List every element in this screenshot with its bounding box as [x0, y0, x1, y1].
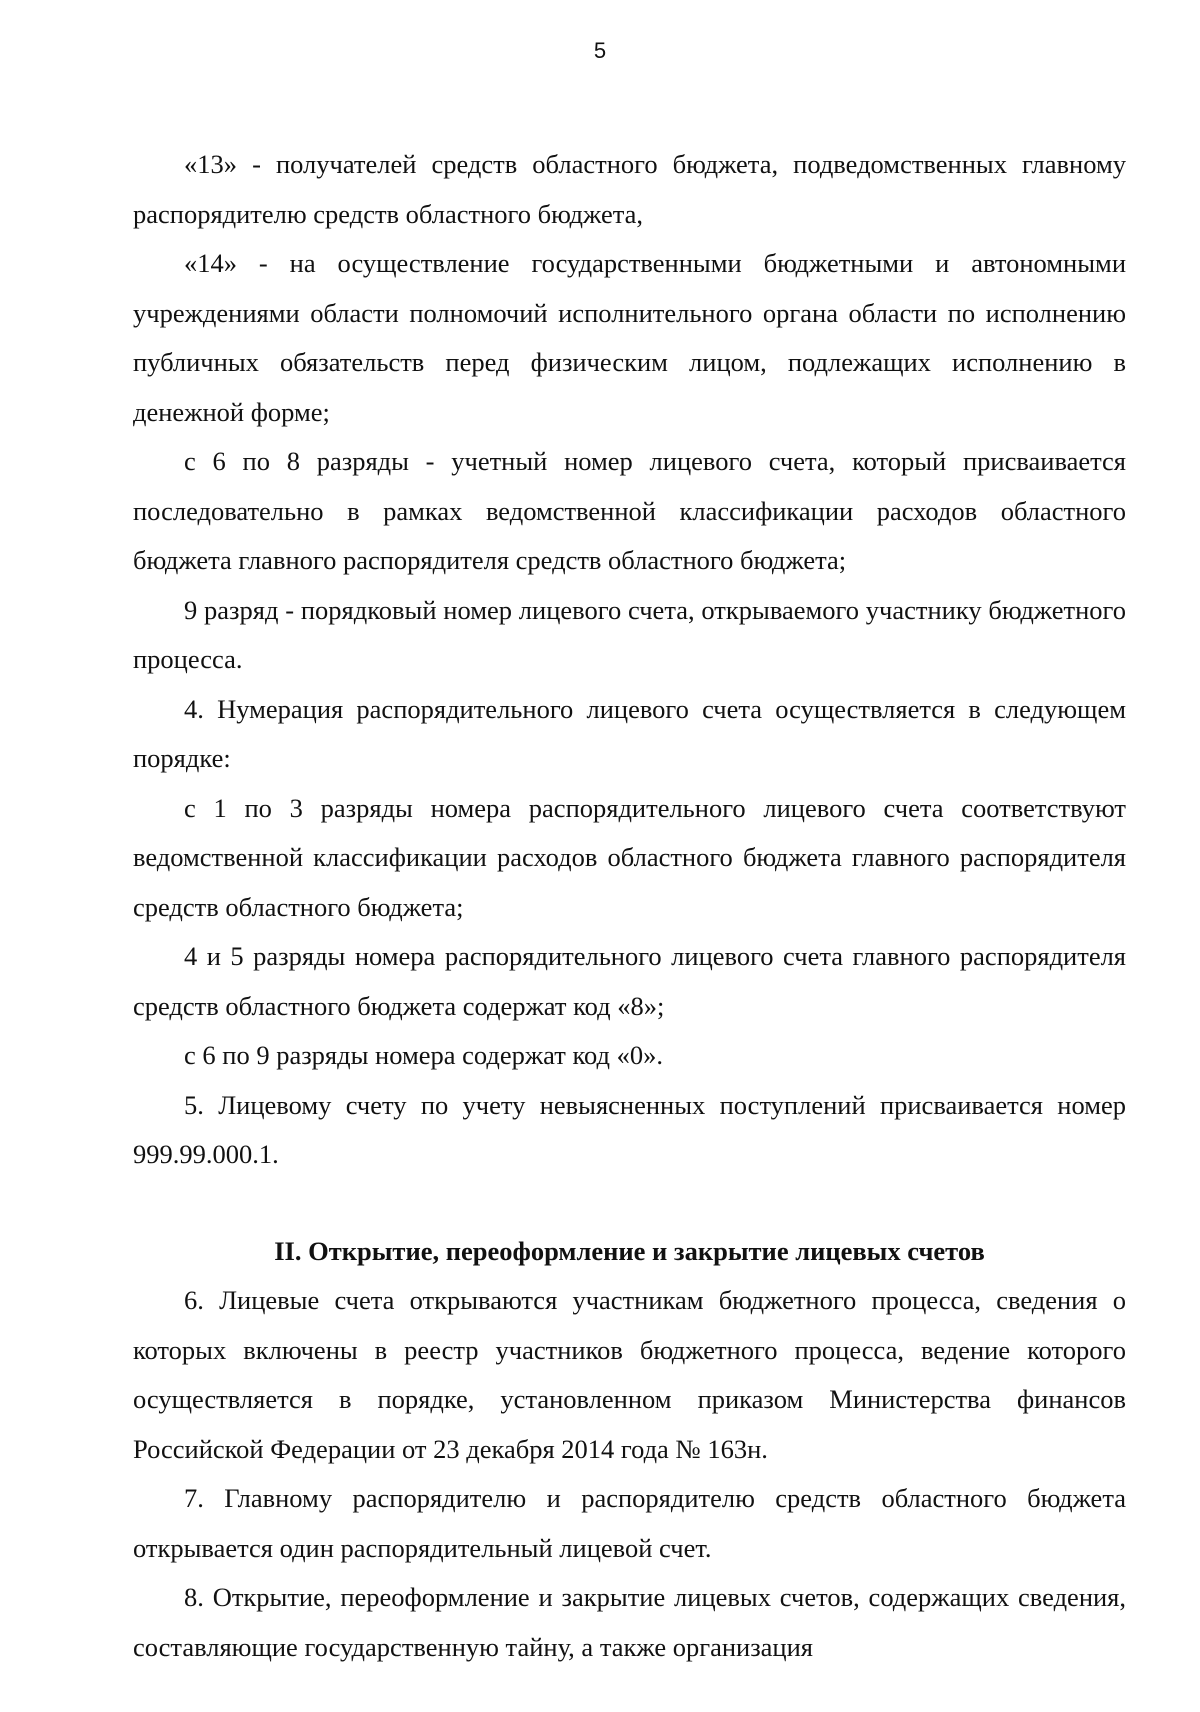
paragraph-digits-6-8: с 6 по 8 разряды - учетный номер лицевого счета, который присваивается последовательно в рамках ведомственной классификации расходов областного бюджета главного распорядителя средств областного бюджета; — [133, 446, 1126, 575]
paragraph-item-4: 4. Нумерация распорядительного лицевого счета осуществляется в следующем порядке: — [133, 693, 1126, 773]
paragraph-code-13: «13» - получателей средств областного бюджета, подведомственных главному распорядителю средств областного бюджета, — [133, 149, 1126, 229]
document-body — [133, 140, 1126, 1672]
paragraph-item-7: 7. Главному распорядителю и распорядителю средств областного бюджета открывается один распорядительный лицевой счет. — [133, 1483, 1126, 1563]
section-heading: II. Открытие, переоформление и закрытие лицевых счетов — [274, 1235, 985, 1266]
paragraph-item-8: 8. Открытие, переоформление и закрытие лицевых счетов, содержащих сведения, составляющие государственную тайну, а также организация — [133, 1582, 1126, 1662]
paragraph-digit-9: 9 разряд - порядковый номер лицевого счета, открываемого участнику бюджетного процесса. — [133, 594, 1126, 674]
page-number: 5 — [593, 38, 607, 63]
paragraph-digits-6-9: с 6 по 9 разряды номера содержат код «0». — [184, 1040, 663, 1070]
paragraph-item-6: 6. Лицевые счета открываются участникам бюджетного процесса, сведения о которых включены в реестр участников бюджетного процесса, ведение которого осуществляется в порядке, установленном приказом Министерства финансов Российской Федерации от 23 декабря 2014 года № 163н. — [133, 1285, 1126, 1464]
paragraph-digits-1-3: с 1 по 3 разряды номера распорядительного лицевого счета соответствуют ведомственной классификации расходов областного бюджета главного распорядителя средств областного бюджета; — [133, 792, 1126, 922]
paragraph-digits-4-5: 4 и 5 разряды номера распорядительного лицевого счета главного распорядителя средств областного бюджета содержат код «8»; — [133, 941, 1126, 1021]
paragraph-item-5: 5. Лицевому счету по учету невыясненных поступлений присваивается номер 999.99.000.1. — [133, 1089, 1126, 1169]
paragraph-code-14: «14» - на осуществление государственными бюджетными и автономными учреждениями области полномочий исполнительного органа области по исполнению публичных обязательств перед физическим лицом, подлежащих исполнению в денежной форме; — [133, 248, 1126, 427]
